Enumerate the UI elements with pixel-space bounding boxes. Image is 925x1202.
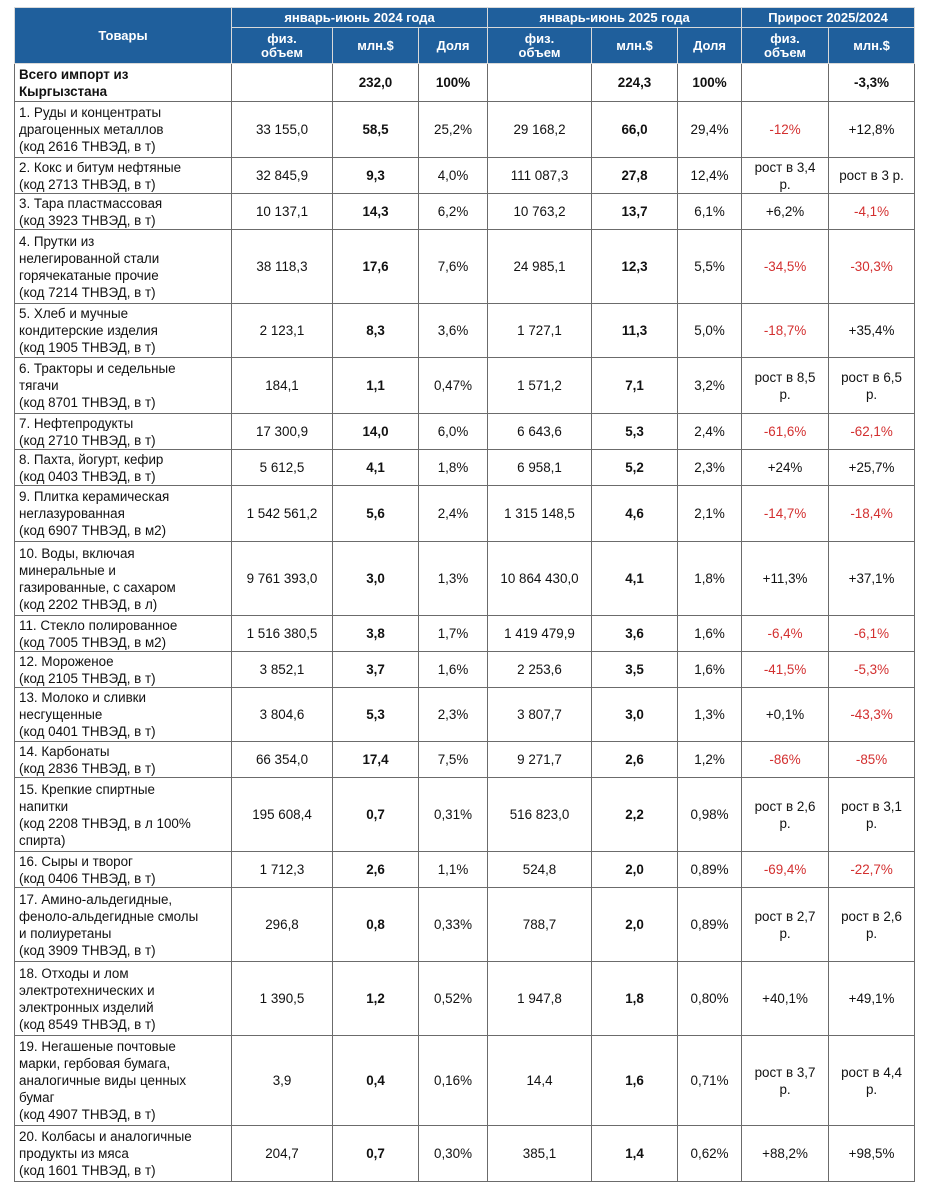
phys-volume-2025: 6 958,1 (488, 450, 592, 486)
phys-volume-2025: 10 763,2 (488, 194, 592, 230)
share-2025: 0,89% (678, 852, 742, 888)
header-mln-usd-2025: млн.$ (592, 28, 678, 64)
share-2025: 5,0% (678, 304, 742, 358)
header-phys-volume-2024: физ. объем (232, 28, 333, 64)
share-2025: 1,3% (678, 688, 742, 742)
growth-phys: рост в 8,5 р. (742, 358, 829, 414)
product-name: 14. Карбонаты (код 2836 ТНВЭД, в т) (15, 742, 232, 778)
phys-volume-2025: 1 947,8 (488, 962, 592, 1036)
table-row (15, 888, 915, 962)
header-growth: Прирост 2025/2024 (742, 8, 915, 28)
product-name: 19. Негашеные почтовые марки, гербовая бумага, аналогичные виды ценных бумаг (код 4907 ТНВЭД, в т) (15, 1036, 232, 1126)
share-2025: 0,89% (678, 888, 742, 962)
phys-volume-2025: 10 864 430,0 (488, 542, 592, 616)
value-mln-2025: 5,3 (592, 414, 678, 450)
phys-volume-2024: 17 300,9 (232, 414, 333, 450)
value-mln-2024: 1,1 (333, 358, 419, 414)
share-2024: 1,8% (419, 450, 488, 486)
growth-mln: +98,5% (829, 1126, 915, 1182)
growth-phys: -34,5% (742, 230, 829, 304)
value-mln-2025: 1,4 (592, 1126, 678, 1182)
total-growth-mln: -3,3% (829, 64, 915, 102)
share-2025: 2,1% (678, 486, 742, 542)
share-2024: 1,6% (419, 652, 488, 688)
growth-mln: -62,1% (829, 414, 915, 450)
header-period-2024: январь-июнь 2024 года (232, 8, 488, 28)
header-phys-volume-2025: физ. объем (488, 28, 592, 64)
share-2025: 1,8% (678, 542, 742, 616)
growth-phys: -14,7% (742, 486, 829, 542)
share-2025: 5,5% (678, 230, 742, 304)
growth-phys: +6,2% (742, 194, 829, 230)
table-row (15, 230, 915, 304)
header-period-2025: январь-июнь 2025 года (488, 8, 742, 28)
growth-mln: -22,7% (829, 852, 915, 888)
share-2024: 0,31% (419, 778, 488, 852)
value-mln-2024: 3,0 (333, 542, 419, 616)
growth-mln: рост в 2,6 р. (829, 888, 915, 962)
growth-phys: -61,6% (742, 414, 829, 450)
product-name: 15. Крепкие спиртные напитки (код 2208 ТНВЭД, в л 100% спирта) (15, 778, 232, 852)
share-2025: 1,2% (678, 742, 742, 778)
total-share-2025: 100% (678, 64, 742, 102)
share-2025: 3,2% (678, 358, 742, 414)
product-name: 20. Колбасы и аналогичные продукты из мяса (код 1601 ТНВЭД, в т) (15, 1126, 232, 1182)
table-row (15, 304, 915, 358)
growth-phys: -69,4% (742, 852, 829, 888)
table-row (15, 358, 915, 414)
phys-volume-2024: 1 390,5 (232, 962, 333, 1036)
phys-volume-2024: 3 804,6 (232, 688, 333, 742)
value-mln-2025: 3,5 (592, 652, 678, 688)
value-mln-2025: 2,0 (592, 888, 678, 962)
share-2025: 2,4% (678, 414, 742, 450)
growth-phys: +88,2% (742, 1126, 829, 1182)
growth-mln: -43,3% (829, 688, 915, 742)
growth-mln: рост в 6,5 р. (829, 358, 915, 414)
growth-phys: +40,1% (742, 962, 829, 1036)
value-mln-2024: 4,1 (333, 450, 419, 486)
header-mln-usd-2024: млн.$ (333, 28, 419, 64)
share-2024: 6,0% (419, 414, 488, 450)
share-2024: 3,6% (419, 304, 488, 358)
share-2025: 2,3% (678, 450, 742, 486)
header-mln-usd-growth: млн.$ (829, 28, 915, 64)
total-share-2024: 100% (419, 64, 488, 102)
growth-phys: рост в 2,6 р. (742, 778, 829, 852)
growth-mln: рост в 3 р. (829, 158, 915, 194)
phys-volume-2024: 184,1 (232, 358, 333, 414)
value-mln-2024: 5,6 (333, 486, 419, 542)
value-mln-2024: 9,3 (333, 158, 419, 194)
phys-volume-2025: 6 643,6 (488, 414, 592, 450)
phys-volume-2025: 1 727,1 (488, 304, 592, 358)
share-2025: 1,6% (678, 652, 742, 688)
value-mln-2024: 58,5 (333, 102, 419, 158)
value-mln-2025: 2,0 (592, 852, 678, 888)
growth-mln: +12,8% (829, 102, 915, 158)
import-table (14, 7, 915, 1182)
growth-mln: +49,1% (829, 962, 915, 1036)
product-name: 2. Кокс и битум нефтяные (код 2713 ТНВЭД, в т) (15, 158, 232, 194)
growth-mln: -5,3% (829, 652, 915, 688)
value-mln-2025: 12,3 (592, 230, 678, 304)
table-row (15, 414, 915, 450)
table-row (15, 778, 915, 852)
value-mln-2024: 5,3 (333, 688, 419, 742)
share-2024: 25,2% (419, 102, 488, 158)
value-mln-2024: 14,3 (333, 194, 419, 230)
product-name: 1. Руды и концентраты драгоценных металлов (код 2616 ТНВЭД, в т) (15, 102, 232, 158)
share-2025: 6,1% (678, 194, 742, 230)
header-phys-volume-growth: физ. объем (742, 28, 829, 64)
phys-volume-2024: 5 612,5 (232, 450, 333, 486)
phys-volume-2025: 29 168,2 (488, 102, 592, 158)
share-2024: 0,30% (419, 1126, 488, 1182)
value-mln-2025: 11,3 (592, 304, 678, 358)
value-mln-2024: 1,2 (333, 962, 419, 1036)
header-share-2024: Доля (419, 28, 488, 64)
table-row (15, 616, 915, 652)
share-2025: 0,80% (678, 962, 742, 1036)
product-name: 16. Сыры и творог (код 0406 ТНВЭД, в т) (15, 852, 232, 888)
share-2024: 1,3% (419, 542, 488, 616)
phys-volume-2024: 1 516 380,5 (232, 616, 333, 652)
value-mln-2024: 8,3 (333, 304, 419, 358)
growth-phys: +0,1% (742, 688, 829, 742)
value-mln-2025: 66,0 (592, 102, 678, 158)
value-mln-2024: 17,4 (333, 742, 419, 778)
share-2024: 4,0% (419, 158, 488, 194)
phys-volume-2025: 1 571,2 (488, 358, 592, 414)
phys-volume-2025: 2 253,6 (488, 652, 592, 688)
growth-mln: -30,3% (829, 230, 915, 304)
phys-volume-2024: 3,9 (232, 1036, 333, 1126)
value-mln-2025: 13,7 (592, 194, 678, 230)
product-name: 6. Тракторы и седельные тягачи (код 8701 ТНВЭД, в т) (15, 358, 232, 414)
header-share-2025: Доля (678, 28, 742, 64)
value-mln-2025: 3,0 (592, 688, 678, 742)
share-2024: 2,3% (419, 688, 488, 742)
share-2024: 1,7% (419, 616, 488, 652)
value-mln-2024: 17,6 (333, 230, 419, 304)
import-table-container (14, 7, 914, 1182)
share-2024: 0,16% (419, 1036, 488, 1126)
value-mln-2024: 0,7 (333, 1126, 419, 1182)
table-row (15, 688, 915, 742)
table-row (15, 158, 915, 194)
phys-volume-2024: 10 137,1 (232, 194, 333, 230)
phys-volume-2025: 788,7 (488, 888, 592, 962)
growth-phys: рост в 2,7 р. (742, 888, 829, 962)
value-mln-2024: 3,8 (333, 616, 419, 652)
product-name: 18. Отходы и лом электротехнических и электронных изделий (код 8549 ТНВЭД, в т) (15, 962, 232, 1036)
phys-volume-2025: 14,4 (488, 1036, 592, 1126)
share-2024: 0,47% (419, 358, 488, 414)
share-2024: 7,6% (419, 230, 488, 304)
share-2024: 7,5% (419, 742, 488, 778)
value-mln-2025: 2,6 (592, 742, 678, 778)
total-phys-2025 (488, 64, 592, 102)
product-name: 3. Тара пластмассовая (код 3923 ТНВЭД, в т) (15, 194, 232, 230)
growth-phys: +11,3% (742, 542, 829, 616)
value-mln-2025: 7,1 (592, 358, 678, 414)
product-name: 8. Пахта, йогурт, кефир (код 0403 ТНВЭД, в т) (15, 450, 232, 486)
phys-volume-2024: 66 354,0 (232, 742, 333, 778)
growth-phys: +24% (742, 450, 829, 486)
growth-phys: -86% (742, 742, 829, 778)
product-name: 7. Нефтепродукты (код 2710 ТНВЭД, в т) (15, 414, 232, 450)
table-row (15, 852, 915, 888)
growth-phys: -41,5% (742, 652, 829, 688)
table-row (15, 962, 915, 1036)
value-mln-2025: 1,8 (592, 962, 678, 1036)
product-name: 12. Мороженое (код 2105 ТНВЭД, в т) (15, 652, 232, 688)
phys-volume-2024: 3 852,1 (232, 652, 333, 688)
phys-volume-2024: 32 845,9 (232, 158, 333, 194)
product-name: 11. Стекло полированное (код 7005 ТНВЭД, в м2) (15, 616, 232, 652)
growth-mln: +37,1% (829, 542, 915, 616)
product-name: 4. Прутки из нелегированной стали горячекатаные прочие (код 7214 ТНВЭД, в т) (15, 230, 232, 304)
phys-volume-2024: 195 608,4 (232, 778, 333, 852)
growth-phys: -6,4% (742, 616, 829, 652)
product-name: 10. Воды, включая минеральные и газированные, с сахаром (код 2202 ТНВЭД, в л) (15, 542, 232, 616)
phys-volume-2025: 111 087,3 (488, 158, 592, 194)
phys-volume-2025: 1 315 148,5 (488, 486, 592, 542)
phys-volume-2024: 38 118,3 (232, 230, 333, 304)
growth-mln: -6,1% (829, 616, 915, 652)
share-2025: 29,4% (678, 102, 742, 158)
share-2025: 1,6% (678, 616, 742, 652)
share-2024: 6,2% (419, 194, 488, 230)
table-row (15, 486, 915, 542)
value-mln-2025: 4,6 (592, 486, 678, 542)
total-phys-2024 (232, 64, 333, 102)
phys-volume-2025: 24 985,1 (488, 230, 592, 304)
product-name: 9. Плитка керамическая неглазурованная (код 6907 ТНВЭД, в м2) (15, 486, 232, 542)
growth-mln: рост в 3,1 р. (829, 778, 915, 852)
value-mln-2025: 4,1 (592, 542, 678, 616)
value-mln-2024: 3,7 (333, 652, 419, 688)
value-mln-2024: 0,4 (333, 1036, 419, 1126)
value-mln-2025: 1,6 (592, 1036, 678, 1126)
growth-phys: рост в 3,7 р. (742, 1036, 829, 1126)
total-value-2024: 232,0 (333, 64, 419, 102)
table-row (15, 102, 915, 158)
table-row (15, 542, 915, 616)
growth-mln: -4,1% (829, 194, 915, 230)
share-2024: 2,4% (419, 486, 488, 542)
growth-mln: -85% (829, 742, 915, 778)
phys-volume-2024: 2 123,1 (232, 304, 333, 358)
phys-volume-2024: 1 542 561,2 (232, 486, 333, 542)
value-mln-2025: 3,6 (592, 616, 678, 652)
growth-mln: рост в 4,4 р. (829, 1036, 915, 1126)
phys-volume-2024: 1 712,3 (232, 852, 333, 888)
product-name: 17. Амино-альдегидные, феноло-альдегидные смолы и полиуретаны (код 3909 ТНВЭД, в т) (15, 888, 232, 962)
table-row (15, 1036, 915, 1126)
phys-volume-2024: 9 761 393,0 (232, 542, 333, 616)
table-row (15, 1126, 915, 1182)
table-row (15, 194, 915, 230)
growth-mln: +35,4% (829, 304, 915, 358)
share-2024: 0,33% (419, 888, 488, 962)
product-name: 13. Молоко и сливки несгущенные (код 0401 ТНВЭД, в т) (15, 688, 232, 742)
share-2025: 0,71% (678, 1036, 742, 1126)
growth-phys: рост в 3,4 р. (742, 158, 829, 194)
share-2024: 1,1% (419, 852, 488, 888)
total-name: Всего импорт из Кыргызстана (15, 64, 232, 102)
phys-volume-2024: 33 155,0 (232, 102, 333, 158)
header-goods: Товары (15, 8, 232, 64)
phys-volume-2025: 1 419 479,9 (488, 616, 592, 652)
share-2025: 0,62% (678, 1126, 742, 1182)
phys-volume-2025: 524,8 (488, 852, 592, 888)
table-row (15, 742, 915, 778)
value-mln-2024: 0,8 (333, 888, 419, 962)
table-row (15, 450, 915, 486)
value-mln-2025: 2,2 (592, 778, 678, 852)
value-mln-2024: 0,7 (333, 778, 419, 852)
phys-volume-2025: 385,1 (488, 1126, 592, 1182)
growth-mln: +25,7% (829, 450, 915, 486)
share-2024: 0,52% (419, 962, 488, 1036)
phys-volume-2025: 3 807,7 (488, 688, 592, 742)
total-row (15, 64, 915, 102)
share-2025: 12,4% (678, 158, 742, 194)
phys-volume-2025: 9 271,7 (488, 742, 592, 778)
value-mln-2024: 2,6 (333, 852, 419, 888)
growth-mln: -18,4% (829, 486, 915, 542)
growth-phys: -12% (742, 102, 829, 158)
phys-volume-2024: 204,7 (232, 1126, 333, 1182)
phys-volume-2025: 516 823,0 (488, 778, 592, 852)
phys-volume-2024: 296,8 (232, 888, 333, 962)
value-mln-2024: 14,0 (333, 414, 419, 450)
value-mln-2025: 27,8 (592, 158, 678, 194)
share-2025: 0,98% (678, 778, 742, 852)
total-value-2025: 224,3 (592, 64, 678, 102)
table-row (15, 652, 915, 688)
total-growth-phys (742, 64, 829, 102)
value-mln-2025: 5,2 (592, 450, 678, 486)
product-name: 5. Хлеб и мучные кондитерские изделия (код 1905 ТНВЭД, в т) (15, 304, 232, 358)
growth-phys: -18,7% (742, 304, 829, 358)
